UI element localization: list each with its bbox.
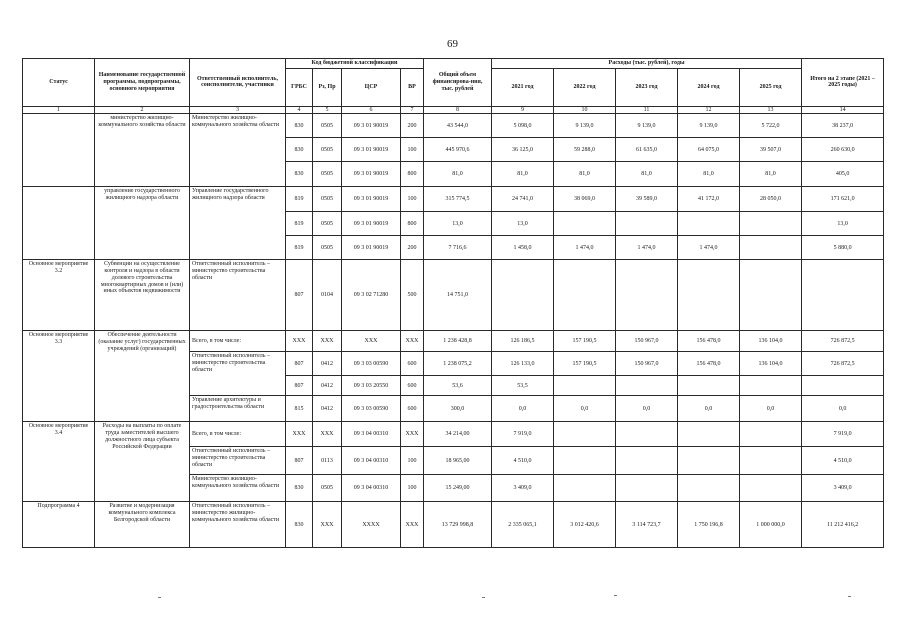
- total-cell: 14 751,0: [424, 260, 492, 331]
- rzpr-cell: XXX: [313, 422, 342, 447]
- total-cell: 1 238 428,8: [424, 331, 492, 352]
- year-2022-cell: [554, 376, 616, 396]
- grbs-cell: 830: [286, 138, 313, 162]
- vr-cell: 800: [401, 162, 424, 187]
- column-number: 5: [313, 106, 342, 114]
- header-year-2021: 2021 год: [492, 68, 554, 106]
- vr-cell: 600: [401, 352, 424, 376]
- total-cell: 13,0: [424, 212, 492, 236]
- responsible-cell: Управление архитектуры и градостроительства области: [190, 396, 286, 422]
- grbs-cell: 819: [286, 212, 313, 236]
- program-name-cell: Обеспечение деятельности (оказание услуг) государственных учреждений (организаций): [95, 331, 190, 422]
- stage-total-cell: [802, 376, 884, 396]
- rzpr-cell: 0505: [313, 475, 342, 502]
- program-name-cell: министерство жилищно-коммунального хозяйства области: [95, 114, 190, 187]
- year-2025-cell: 5 722,0: [740, 114, 802, 138]
- vr-cell: 100: [401, 187, 424, 212]
- responsible-cell: Министерство жилищно-коммунального хозяйства области: [190, 475, 286, 502]
- year-2024-cell: [678, 475, 740, 502]
- csr-cell: 09 3 01 90019: [342, 138, 401, 162]
- year-2022-cell: 59 288,0: [554, 138, 616, 162]
- responsible-cell: Ответственный исполнитель – министерство жилищно-коммунального хозяйства области: [190, 502, 286, 548]
- column-number-row: [23, 106, 884, 114]
- total-cell: 53,6: [424, 376, 492, 396]
- csr-cell: 09 3 03 00590: [342, 396, 401, 422]
- year-2021-cell: 36 125,0: [492, 138, 554, 162]
- responsible-cell: Ответственный исполнитель – министерство строительства области: [190, 352, 286, 396]
- year-2023-cell: 1 474,0: [616, 236, 678, 260]
- total-cell: 1 238 075,2: [424, 352, 492, 376]
- year-2021-cell: 24 741,0: [492, 187, 554, 212]
- year-2024-cell: 64 075,0: [678, 138, 740, 162]
- column-number: 14: [802, 106, 884, 114]
- vr-cell: 500: [401, 260, 424, 331]
- stage-total-cell: 405,0: [802, 162, 884, 187]
- year-2022-cell: 157 190,5: [554, 352, 616, 376]
- year-2023-cell: [616, 422, 678, 447]
- rzpr-cell: 0505: [313, 212, 342, 236]
- year-2025-cell: 28 050,0: [740, 187, 802, 212]
- rzpr-cell: 0505: [313, 162, 342, 187]
- year-2025-cell: 1 000 000,0: [740, 502, 802, 548]
- header-year-2023: 2023 год: [616, 68, 678, 106]
- responsible-cell: Ответственный исполнитель – министерство строительства области: [190, 447, 286, 475]
- year-2023-cell: 150 967,0: [616, 331, 678, 352]
- status-cell: Основное мероприятие 3.4: [23, 422, 95, 502]
- stage-total-cell: 4 510,0: [802, 447, 884, 475]
- program-name-cell: управление государственного жилищного надзора области: [95, 187, 190, 260]
- year-2021-cell: [492, 260, 554, 331]
- year-2022-cell: 38 069,0: [554, 187, 616, 212]
- total-cell: 18 965,00: [424, 447, 492, 475]
- status-cell: Основное мероприятие 3.3: [23, 331, 95, 422]
- page-number: 69: [447, 38, 458, 50]
- vr-cell: 200: [401, 236, 424, 260]
- year-2024-cell: 41 172,0: [678, 187, 740, 212]
- csr-cell: 09 3 01 90019: [342, 114, 401, 138]
- csr-cell: XXX: [342, 331, 401, 352]
- year-2022-cell: [554, 475, 616, 502]
- grbs-cell: 830: [286, 162, 313, 187]
- year-2024-cell: 1 750 196,8: [678, 502, 740, 548]
- scan-speck: [158, 597, 161, 598]
- header-name: Наименование государственной программы, подпрограммы, основного мероприятия: [95, 59, 190, 107]
- status-cell: [23, 187, 95, 260]
- stage-total-cell: 5 880,0: [802, 236, 884, 260]
- csr-cell: 09 3 01 90019: [342, 236, 401, 260]
- csr-cell: 09 3 04 00310: [342, 447, 401, 475]
- year-2022-cell: 81,0: [554, 162, 616, 187]
- column-number: 2: [95, 106, 190, 114]
- year-2023-cell: 9 139,0: [616, 114, 678, 138]
- column-number: 6: [342, 106, 401, 114]
- grbs-cell: XXX: [286, 331, 313, 352]
- column-number: 9: [492, 106, 554, 114]
- grbs-cell: 830: [286, 475, 313, 502]
- total-cell: 34 214,00: [424, 422, 492, 447]
- year-2025-cell: 0,0: [740, 396, 802, 422]
- header-year-2022: 2022 год: [554, 68, 616, 106]
- header-row-1: [23, 59, 884, 69]
- year-2023-cell: 150 967,0: [616, 352, 678, 376]
- vr-cell: 100: [401, 138, 424, 162]
- year-2021-cell: 5 098,0: [492, 114, 554, 138]
- year-2021-cell: 2 335 065,1: [492, 502, 554, 548]
- year-2024-cell: [678, 212, 740, 236]
- grbs-cell: 815: [286, 396, 313, 422]
- year-2024-cell: 1 474,0: [678, 236, 740, 260]
- grbs-cell: 830: [286, 114, 313, 138]
- year-2021-cell: 53,5: [492, 376, 554, 396]
- scan-speck: [482, 597, 485, 598]
- grbs-cell: 830: [286, 502, 313, 548]
- stage-total-cell: 171 621,0: [802, 187, 884, 212]
- year-2025-cell: [740, 260, 802, 331]
- scan-speck: [848, 596, 851, 597]
- total-cell: 445 970,6: [424, 138, 492, 162]
- year-2025-cell: 81,0: [740, 162, 802, 187]
- header-budget-code: Код бюджетной классификации: [286, 59, 424, 69]
- csr-cell: 09 3 01 90019: [342, 187, 401, 212]
- year-2023-cell: [616, 212, 678, 236]
- grbs-cell: 819: [286, 187, 313, 212]
- table-row: [23, 502, 884, 548]
- column-number: 8: [424, 106, 492, 114]
- stage-total-cell: 726 872,5: [802, 352, 884, 376]
- rzpr-cell: 0412: [313, 376, 342, 396]
- responsible-cell: Всего, в том числе:: [190, 331, 286, 352]
- vr-cell: 600: [401, 396, 424, 422]
- status-cell: Подпрограмма 4: [23, 502, 95, 548]
- year-2025-cell: [740, 212, 802, 236]
- year-2025-cell: 39 507,0: [740, 138, 802, 162]
- year-2024-cell: [678, 260, 740, 331]
- table-row: [23, 187, 884, 212]
- grbs-cell: XXX: [286, 422, 313, 447]
- year-2023-cell: [616, 260, 678, 331]
- year-2021-cell: 0,0: [492, 396, 554, 422]
- year-2025-cell: [740, 447, 802, 475]
- year-2024-cell: 81,0: [678, 162, 740, 187]
- header-rzpr: Рз, Пр: [313, 68, 342, 106]
- year-2024-cell: 156 478,0: [678, 352, 740, 376]
- rzpr-cell: 0505: [313, 114, 342, 138]
- header-total-volume: Общий объем финансирова-ния, тыс. рублей: [424, 59, 492, 107]
- grbs-cell: 807: [286, 352, 313, 376]
- column-number: 13: [740, 106, 802, 114]
- rzpr-cell: 0505: [313, 236, 342, 260]
- rzpr-cell: 0412: [313, 396, 342, 422]
- total-cell: 13 729 998,8: [424, 502, 492, 548]
- stage-total-cell: 38 237,0: [802, 114, 884, 138]
- responsible-cell: Министерство жилищно-коммунального хозяйства области: [190, 114, 286, 187]
- year-2021-cell: 81,0: [492, 162, 554, 187]
- rzpr-cell: 0505: [313, 187, 342, 212]
- status-cell: [23, 114, 95, 187]
- program-name-cell: Расходы на выплаты по оплате труда заместителей высшего должностного лица субъекта Российской Федерации: [95, 422, 190, 502]
- scan-speck: [614, 595, 617, 596]
- stage-total-cell: [802, 260, 884, 331]
- year-2022-cell: 9 139,0: [554, 114, 616, 138]
- year-2021-cell: 3 409,0: [492, 475, 554, 502]
- total-cell: 81,0: [424, 162, 492, 187]
- rzpr-cell: 0104: [313, 260, 342, 331]
- year-2025-cell: 136 104,0: [740, 331, 802, 352]
- vr-cell: 600: [401, 376, 424, 396]
- grbs-cell: 807: [286, 376, 313, 396]
- year-2021-cell: 4 510,0: [492, 447, 554, 475]
- year-2023-cell: 3 114 723,7: [616, 502, 678, 548]
- grbs-cell: 819: [286, 236, 313, 260]
- grbs-cell: 807: [286, 447, 313, 475]
- year-2023-cell: [616, 376, 678, 396]
- header-csr: ЦСР: [342, 68, 401, 106]
- total-cell: 15 249,00: [424, 475, 492, 502]
- year-2021-cell: 126 186,5: [492, 331, 554, 352]
- year-2024-cell: [678, 422, 740, 447]
- grbs-cell: 807: [286, 260, 313, 331]
- column-number: 3: [190, 106, 286, 114]
- year-2022-cell: [554, 447, 616, 475]
- year-2023-cell: [616, 475, 678, 502]
- year-2025-cell: [740, 236, 802, 260]
- responsible-cell: Ответственный исполнитель – министерство строительства области: [190, 260, 286, 331]
- column-number: 10: [554, 106, 616, 114]
- year-2022-cell: [554, 212, 616, 236]
- year-2022-cell: 157 190,5: [554, 331, 616, 352]
- budget-table: [22, 58, 884, 548]
- year-2022-cell: 3 012 420,6: [554, 502, 616, 548]
- column-number: 11: [616, 106, 678, 114]
- year-2021-cell: 13,0: [492, 212, 554, 236]
- header-year-2025: 2025 год: [740, 68, 802, 106]
- vr-cell: 100: [401, 475, 424, 502]
- total-cell: 7 716,6: [424, 236, 492, 260]
- year-2025-cell: [740, 475, 802, 502]
- header-status: Статус: [23, 59, 95, 107]
- year-2021-cell: 126 133,0: [492, 352, 554, 376]
- rzpr-cell: 0113: [313, 447, 342, 475]
- responsible-cell: Всего, в том числе:: [190, 422, 286, 447]
- csr-cell: 09 3 03 00590: [342, 352, 401, 376]
- csr-cell: 09 3 03 20550: [342, 376, 401, 396]
- stage-total-cell: 7 919,0: [802, 422, 884, 447]
- year-2024-cell: 9 139,0: [678, 114, 740, 138]
- year-2022-cell: [554, 260, 616, 331]
- header-stage-total: Итого на 2 этапе (2021 – 2025 годы): [802, 59, 884, 107]
- column-number: 1: [23, 106, 95, 114]
- csr-cell: 09 3 01 90019: [342, 162, 401, 187]
- stage-total-cell: 11 212 416,2: [802, 502, 884, 548]
- status-cell: Основное мероприятие 3.2: [23, 260, 95, 331]
- total-cell: 43 544,0: [424, 114, 492, 138]
- csr-cell: 09 3 04 00310: [342, 422, 401, 447]
- table-row: [23, 422, 884, 447]
- rzpr-cell: XXX: [313, 502, 342, 548]
- year-2023-cell: 81,0: [616, 162, 678, 187]
- header-expenses: Расходы (тыс. рублей), годы: [492, 59, 802, 69]
- total-cell: 300,0: [424, 396, 492, 422]
- year-2024-cell: [678, 376, 740, 396]
- column-number: 7: [401, 106, 424, 114]
- year-2024-cell: [678, 447, 740, 475]
- year-2023-cell: 39 589,0: [616, 187, 678, 212]
- vr-cell: 800: [401, 212, 424, 236]
- year-2025-cell: [740, 422, 802, 447]
- vr-cell: XXX: [401, 422, 424, 447]
- header-responsible: Ответственный исполнитель, соисполнители, участники: [190, 59, 286, 107]
- year-2023-cell: [616, 447, 678, 475]
- rzpr-cell: 0505: [313, 138, 342, 162]
- stage-total-cell: 0,0: [802, 396, 884, 422]
- stage-total-cell: 260 630,0: [802, 138, 884, 162]
- csr-cell: 09 3 01 90019: [342, 212, 401, 236]
- column-number: 12: [678, 106, 740, 114]
- csr-cell: 09 3 02 71280: [342, 260, 401, 331]
- year-2022-cell: 1 474,0: [554, 236, 616, 260]
- table-row: [23, 260, 884, 331]
- year-2025-cell: 136 104,0: [740, 352, 802, 376]
- vr-cell: XXX: [401, 331, 424, 352]
- vr-cell: 100: [401, 447, 424, 475]
- year-2024-cell: 156 478,0: [678, 331, 740, 352]
- year-2025-cell: [740, 376, 802, 396]
- program-name-cell: Субвенции на осуществление контроля и надзора в области долевого строительства многоквартирных домов и (или) иных объектов недвижимости: [95, 260, 190, 331]
- stage-total-cell: 13,0: [802, 212, 884, 236]
- year-2022-cell: [554, 422, 616, 447]
- program-name-cell: Развитие и модернизация коммунального комплекса Белгородской области: [95, 502, 190, 548]
- year-2024-cell: 0,0: [678, 396, 740, 422]
- header-year-2024: 2024 год: [678, 68, 740, 106]
- year-2023-cell: 0,0: [616, 396, 678, 422]
- csr-cell: XXXX: [342, 502, 401, 548]
- stage-total-cell: 3 409,0: [802, 475, 884, 502]
- total-cell: 315 774,5: [424, 187, 492, 212]
- responsible-cell: Управление государственного жилищного надзора области: [190, 187, 286, 260]
- column-number: 4: [286, 106, 313, 114]
- rzpr-cell: XXX: [313, 331, 342, 352]
- csr-cell: 09 3 04 00310: [342, 475, 401, 502]
- vr-cell: 200: [401, 114, 424, 138]
- year-2021-cell: 7 919,0: [492, 422, 554, 447]
- vr-cell: XXX: [401, 502, 424, 548]
- header-grbs: ГРБС: [286, 68, 313, 106]
- table-row: [23, 114, 884, 138]
- year-2023-cell: 61 635,0: [616, 138, 678, 162]
- rzpr-cell: 0412: [313, 352, 342, 376]
- stage-total-cell: 726 872,5: [802, 331, 884, 352]
- table-row: [23, 331, 884, 352]
- year-2022-cell: 0,0: [554, 396, 616, 422]
- year-2021-cell: 1 458,0: [492, 236, 554, 260]
- header-vr: ВР: [401, 68, 424, 106]
